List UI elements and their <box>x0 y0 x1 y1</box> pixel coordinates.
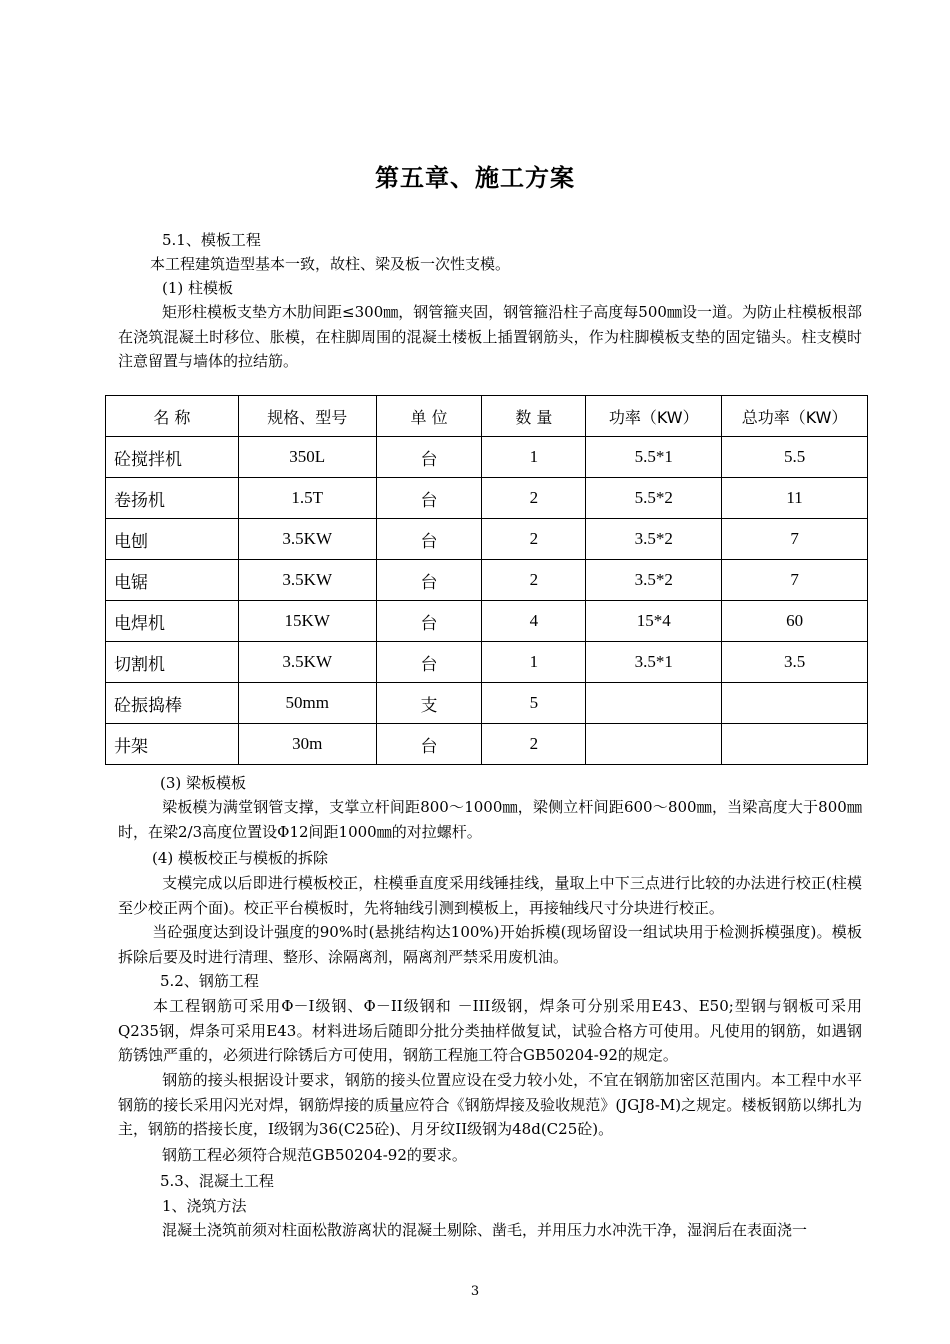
section-heading-5-1: 5.1、模板工程 <box>162 231 261 249</box>
cell-unit: 台 <box>376 519 482 560</box>
table-row <box>106 724 868 765</box>
table-row <box>106 642 868 683</box>
rebar-paragraph-2 <box>118 1068 862 1142</box>
cell-quantity: 4 <box>482 601 586 642</box>
cell-quantity: 2 <box>482 519 586 560</box>
table-row <box>106 519 868 560</box>
rebar-paragraph-3: 钢筋工程必须符合规范GB50204-92的要求。 <box>162 1146 467 1164</box>
cell-total-power: 7 <box>722 519 868 560</box>
cell-unit: 台 <box>376 601 482 642</box>
table-row <box>106 683 868 724</box>
header-total-power: 总功率（KW） <box>722 396 868 437</box>
cell-power: 5.5*2 <box>586 478 722 519</box>
cell-unit: 台 <box>376 724 482 765</box>
cell-total-power <box>722 683 868 724</box>
cell-quantity: 1 <box>482 437 586 478</box>
cell-power: 3.5*2 <box>586 560 722 601</box>
cell-power: 3.5*2 <box>586 519 722 560</box>
beam-slab-text: 梁板模为满堂钢管支撑，支掌立杆间距800～1000㎜，梁侧立杆间距600～800㎜，当梁高度大于800㎜时，在梁2/3高度位置设Φ12间距1000㎜的对拉螺杆。 <box>118 798 862 841</box>
correction-text: 支模完成以后即进行模板校正，柱模垂直度采用线锤挂线，量取上中下三点进行比较的办法进行校正(柱模至少校正两个面)。校正平台模板时，先将轴线引测到模板上，再接轴线尺寸分块进行校正。 <box>118 874 862 917</box>
stripping-text: 当砼强度达到设计强度的90%时(悬挑结构达100%)开始拆模(现场留设一组试块用于检测拆模强度)。模板拆除后要及时进行清理、整形、涂隔离剂，隔离剂严禁采用废机油。 <box>118 923 862 966</box>
cell-total-power: 60 <box>722 601 868 642</box>
table-row <box>106 601 868 642</box>
cell-name: 卷扬机 <box>106 478 239 519</box>
cell-name: 井架 <box>106 724 239 765</box>
beam-slab-paragraph <box>118 795 862 844</box>
cell-total-power <box>722 724 868 765</box>
cell-unit: 台 <box>376 560 482 601</box>
subheading-beam-slab: (3) 梁板模板 <box>160 774 247 792</box>
column-formwork-text: 矩形柱模板支垫方木肋间距≤300㎜，钢管箍夹固，钢管箍沿柱子高度每500㎜设一道。为防止柱模板根部在浇筑混凝土时移位、胀模，在柱脚周围的混凝土楼板上插置钢筋头，作为柱脚模板支垫的固定锚头。柱支模时注意留置与墙体的拉结筋。 <box>118 303 862 370</box>
cell-spec: 1.5T <box>238 478 376 519</box>
table-row <box>106 560 868 601</box>
cell-power: 5.5*1 <box>586 437 722 478</box>
cell-quantity: 5 <box>482 683 586 724</box>
cell-spec: 30m <box>238 724 376 765</box>
subheading-correction-stripping: (4) 模板校正与模板的拆除 <box>152 849 329 867</box>
subheading-column-formwork: (1) 柱模板 <box>162 279 234 297</box>
section-heading-5-2: 5.2、钢筋工程 <box>160 972 259 990</box>
cell-total-power: 5.5 <box>722 437 868 478</box>
table-row <box>106 478 868 519</box>
cell-unit: 台 <box>376 437 482 478</box>
cell-name: 切割机 <box>106 642 239 683</box>
cell-spec: 15KW <box>238 601 376 642</box>
cell-quantity: 2 <box>482 724 586 765</box>
header-name: 名 称 <box>106 396 239 437</box>
column-formwork-paragraph <box>118 300 862 374</box>
equipment-table <box>105 395 868 765</box>
header-quantity: 数 量 <box>482 396 586 437</box>
cell-power <box>586 724 722 765</box>
cell-name: 电焊机 <box>106 601 239 642</box>
cell-spec: 3.5KW <box>238 519 376 560</box>
header-unit: 单 位 <box>376 396 482 437</box>
cell-total-power: 7 <box>722 560 868 601</box>
table-header-row <box>106 396 868 437</box>
cell-unit: 支 <box>376 683 482 724</box>
cell-name: 砼搅拌机 <box>106 437 239 478</box>
table-row <box>106 437 868 478</box>
cell-quantity: 1 <box>482 642 586 683</box>
rebar-text-2: 钢筋的接头根据设计要求，钢筋的接头位置应设在受力较小处，不宜在钢筋加密区范围内。本工程中水平钢筋的接长采用闪光对焊，钢筋焊接的质量应符合《钢筋焊接及验收规范》(JGJ8-M)之规定。楼板钢筋以绑扎为主，钢筋的搭接长度，I级钢为36(C25砼)、月牙纹II级钢为48d(C25砼)。 <box>118 1071 862 1138</box>
header-power: 功率（KW） <box>586 396 722 437</box>
chapter-title: 第五章、施工方案 <box>375 164 575 192</box>
stripping-paragraph <box>118 920 862 969</box>
subheading-pouring-method: 1、浇筑方法 <box>162 1197 247 1215</box>
cell-spec: 3.5KW <box>238 560 376 601</box>
page-number: 3 <box>470 1284 480 1299</box>
pouring-paragraph: 混凝土浇筑前须对柱面松散游离状的混凝土剔除、凿毛，并用压力水冲洗干净，湿润后在表面浇一 <box>162 1221 808 1239</box>
cell-quantity: 2 <box>482 560 586 601</box>
cell-spec: 50mm <box>238 683 376 724</box>
cell-total-power: 11 <box>722 478 868 519</box>
cell-name: 电刨 <box>106 519 239 560</box>
cell-spec: 350L <box>238 437 376 478</box>
cell-spec: 3.5KW <box>238 642 376 683</box>
header-spec: 规格、型号 <box>238 396 376 437</box>
cell-name: 电锯 <box>106 560 239 601</box>
section-heading-5-3: 5.3、混凝土工程 <box>160 1172 274 1190</box>
cell-unit: 台 <box>376 642 482 683</box>
correction-paragraph <box>118 871 862 920</box>
cell-power: 15*4 <box>586 601 722 642</box>
cell-power <box>586 683 722 724</box>
cell-name: 砼振捣棒 <box>106 683 239 724</box>
cell-total-power: 3.5 <box>722 642 868 683</box>
cell-unit: 台 <box>376 478 482 519</box>
rebar-text-1: 本工程钢筋可采用Φ－I级钢、Φ－II级钢和 －III级钢，焊条可分别采用E43、E50;型钢与钢板可采用Q235钢，焊条可采用E43。材料进场后随即分批分类抽样做复试，试验合格方可使用。凡使用的钢筋，如遇钢筋锈蚀严重的，必须进行除锈后方可使用，钢筋工程施工符合GB50204-92的规定。 <box>118 997 862 1064</box>
cell-power: 3.5*1 <box>586 642 722 683</box>
rebar-paragraph-1 <box>118 994 862 1068</box>
intro-paragraph: 本工程建筑造型基本一致，故柱、梁及板一次性支模。 <box>150 255 511 273</box>
cell-quantity: 2 <box>482 478 586 519</box>
